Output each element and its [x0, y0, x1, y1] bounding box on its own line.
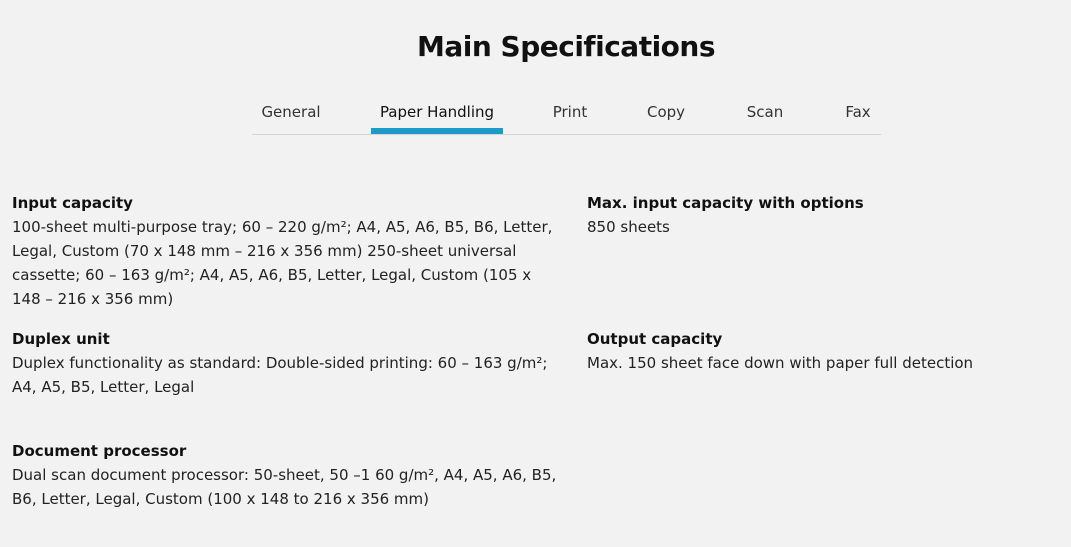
- spec-label: Max. input capacity with options: [587, 194, 864, 212]
- spec-value: Dual scan document processor: 50-sheet, 50 –1 60 g/m², A4, A5, A6, B5, B6, Letter, Legal, Custom (100 x 148 to 216 x 356 mm): [12, 466, 557, 508]
- tab-general[interactable]: General: [261, 103, 321, 121]
- tab-print[interactable]: Print: [552, 103, 588, 121]
- tab-copy[interactable]: Copy: [646, 103, 686, 121]
- tab-scan[interactable]: Scan: [746, 103, 784, 121]
- spec-value: Duplex functionality as standard: Double-sided printing: 60 – 163 g/m²; A4, A5, B5, Letter, Legal: [12, 354, 548, 396]
- spec-label: Document processor: [12, 442, 187, 460]
- active-tab-indicator: [371, 128, 503, 134]
- spec-label: Duplex unit: [12, 330, 110, 348]
- spec-label: Output capacity: [587, 330, 723, 348]
- spec-tabs: [252, 100, 881, 135]
- tab-paper-handling-label: Paper Handling: [379, 103, 495, 121]
- spec-value: 850 sheets: [587, 218, 670, 236]
- spec-duplex-unit: [12, 327, 557, 399]
- page-title: Main Specifications: [416, 30, 716, 63]
- tab-fax[interactable]: Fax: [845, 103, 871, 121]
- spec-output-capacity: [587, 327, 1057, 375]
- spec-value: 100-sheet multi-purpose tray; 60 – 220 g/m²; A4, A5, A6, B5, B6, Letter, Legal, Custom (70 x 148 mm – 216 x 356 mm) 250-sheet universal cassette; 60 – 163 g/m²; A4, A5, A6, B5, Letter, Legal, Custom (105 x 148 – 216 x 356 mm): [12, 218, 553, 308]
- spec-max-input-capacity: [587, 191, 1057, 239]
- spec-label: Input capacity: [12, 194, 133, 212]
- spec-value: Max. 150 sheet face down with paper full detection: [587, 354, 974, 372]
- spec-document-processor: [12, 439, 557, 511]
- spec-input-capacity: [12, 191, 557, 311]
